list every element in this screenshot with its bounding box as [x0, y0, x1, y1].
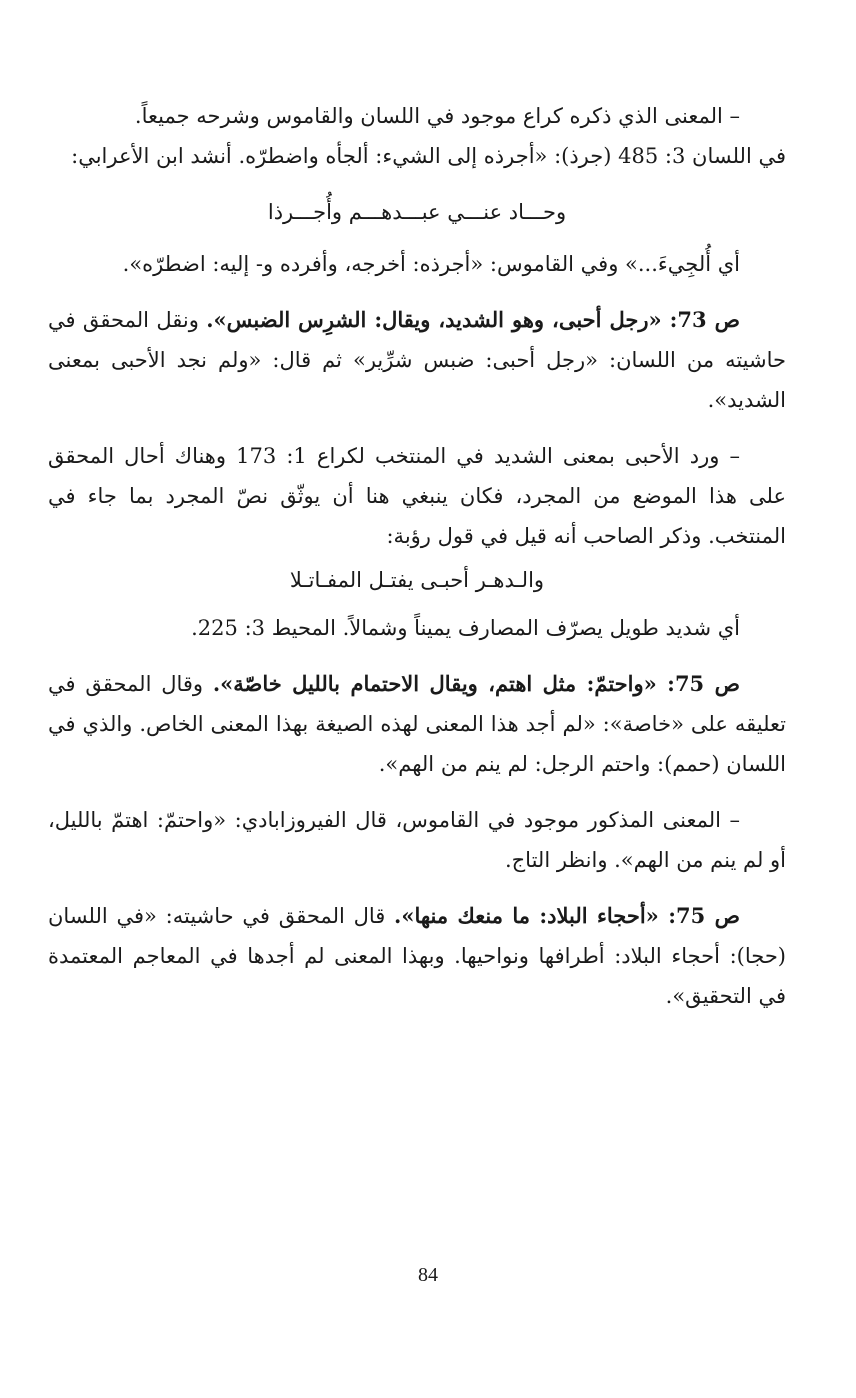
paragraph-qamus: أي أُلجِيءَ...» وفي القاموس: «أجرذه: أخرجه، وأفرده و- إليه: اضطرّه». — [122, 252, 740, 276]
page-body — [48, 96, 786, 1016]
entry-75b-heading: ص 75: «أحجاء البلاد: ما منعك منها». — [394, 903, 740, 928]
verse-line-2: والـدهـر أحبـى يفتـل المفـاتـلا — [289, 568, 545, 592]
paragraph-muhit: أي شديد طويل يصرّف المصارف يميناً وشمالاً. المحيط 3: 225. — [191, 616, 740, 640]
verse-line-1: وحـــاد عنـــي عبـــدهـــم وأُجـــرذا — [267, 200, 567, 224]
entry-75a-heading: ص 75: «واحتمّ: مثل اهتم، ويقال الاحتمام بالليل خاصّة». — [212, 671, 740, 696]
entry-73-text: ونقل المحقق في حاشيته من اللسان: «رجل أحبى: ضبس شرِّير» ثم قال: «ولم نجد الأحبى بمعنى الشديد». — [48, 308, 786, 412]
entry-73-heading: ص 73: «رجل أحبى، وهو الشديد، ويقال: الشرِس الضبس». — [206, 307, 741, 332]
page-number: 84 — [418, 1264, 438, 1286]
note-1-lisan-citation: في اللسان 3: 485 (جرذ): «أجرذه إلى الشيء: ألجأه واضطرّه. أنشد ابن الأعرابي: — [71, 144, 786, 168]
paragraph-entry-73 — [48, 300, 786, 420]
entry-75a-text: وقال المحقق في تعليقه على «خاصة»: «لم أجد هذا المعنى لهذه الصيغة بهذا المعنى الخاص. والذي في اللسان (حمم): واحتم الرجل: لم ينم من الهم». — [48, 672, 786, 776]
entry-75b-text: قال المحقق في حاشيته: «في اللسان (حجا): أحجاء البلاد: أطرافها ونواحيها. وبهذا المعنى لم أجدها في المعاجم المعتمدة في التحقيق». — [48, 904, 786, 1008]
paragraph-note-1 — [48, 96, 786, 176]
paragraph-entry-75b — [48, 896, 786, 1016]
paragraph-note-3: – المعنى المذكور موجود في القاموس، قال الفيروزابادي: «واحتمّ: اهتمّ بالليل، أو لم ينم من الهم». وانظر التاج. — [48, 808, 786, 872]
paragraph-entry-75a — [48, 664, 786, 784]
paragraph-note-2: – ورد الأحبى بمعنى الشديد في المنتخب لكراع 1: 173 وهناك أحال المحقق على هذا الموضع من المجرد، فكان ينبغي هنا أن يوثّق نصّ المجرد بما جاء في المنتخب. وذكر الصاحب أنه قيل في قول رؤبة: — [48, 444, 787, 548]
note-1-first-line: – المعنى الذي ذكره كراع موجود في اللسان والقاموس وشرحه جميعاً. — [134, 104, 740, 128]
